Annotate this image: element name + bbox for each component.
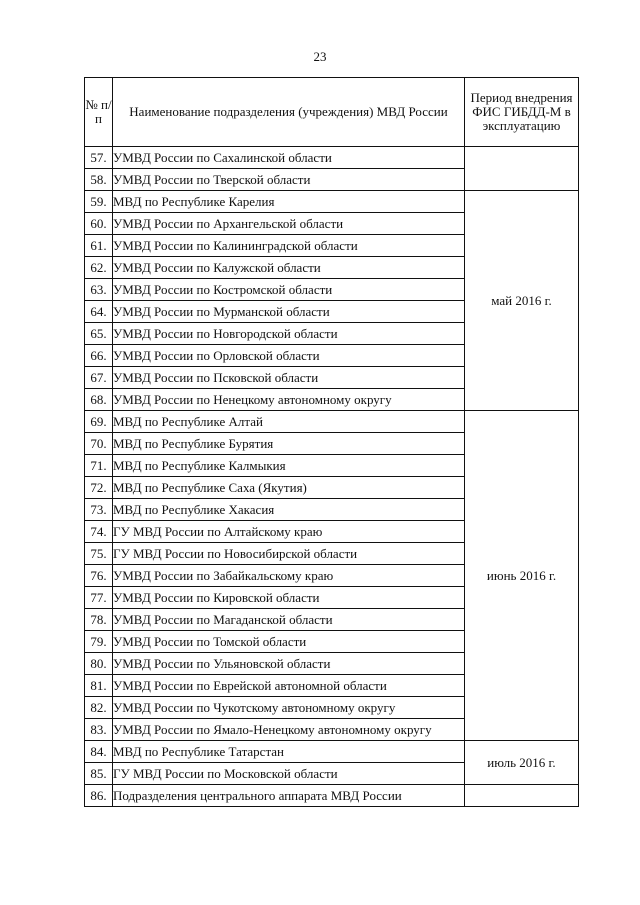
row-number: 64. <box>85 301 113 323</box>
row-number: 58. <box>85 169 113 191</box>
unit-name: УМВД России по Магаданской области <box>113 609 465 631</box>
table-row <box>85 411 579 433</box>
row-number: 63. <box>85 279 113 301</box>
unit-name: УМВД России по Калининградской области <box>113 235 465 257</box>
table-row <box>85 741 579 763</box>
row-number: 67. <box>85 367 113 389</box>
period-cell: июнь 2016 г. <box>465 411 579 741</box>
period-cell: июль 2016 г. <box>465 741 579 785</box>
period-cell <box>465 147 579 191</box>
unit-name: МВД по Республике Калмыкия <box>113 455 465 477</box>
unit-name: УМВД России по Кировской области <box>113 587 465 609</box>
table-body <box>85 147 579 807</box>
unit-name: МВД по Республике Карелия <box>113 191 465 213</box>
unit-name: ГУ МВД России по Новосибирской области <box>113 543 465 565</box>
row-number: 75. <box>85 543 113 565</box>
table-header-row <box>85 78 579 147</box>
row-number: 71. <box>85 455 113 477</box>
row-number: 81. <box>85 675 113 697</box>
row-number: 68. <box>85 389 113 411</box>
table-row <box>85 785 579 807</box>
row-number: 72. <box>85 477 113 499</box>
unit-name: УМВД России по Ульяновской области <box>113 653 465 675</box>
unit-name: ГУ МВД России по Московской области <box>113 763 465 785</box>
unit-name: УМВД России по Мурманской области <box>113 301 465 323</box>
unit-name: МВД по Республике Бурятия <box>113 433 465 455</box>
unit-name: МВД по Республике Хакасия <box>113 499 465 521</box>
row-number: 78. <box>85 609 113 631</box>
unit-name: УМВД России по Новгородской области <box>113 323 465 345</box>
row-number: 62. <box>85 257 113 279</box>
row-number: 80. <box>85 653 113 675</box>
unit-name: ГУ МВД России по Алтайскому краю <box>113 521 465 543</box>
row-number: 57. <box>85 147 113 169</box>
unit-name: МВД по Республике Саха (Якутия) <box>113 477 465 499</box>
row-number: 73. <box>85 499 113 521</box>
row-number: 84. <box>85 741 113 763</box>
unit-name: УМВД России по Ямало-Ненецкому автономному округу <box>113 719 465 741</box>
unit-name: Подразделения центрального аппарата МВД России <box>113 785 465 807</box>
unit-name: УМВД России по Калужской области <box>113 257 465 279</box>
unit-name: МВД по Республике Татарстан <box>113 741 465 763</box>
row-number: 86. <box>85 785 113 807</box>
page-number: 23 <box>313 49 327 64</box>
header-period: Период внедрения ФИС ГИБДД-М в эксплуатацию <box>465 78 579 147</box>
unit-name: УМВД России по Псковской области <box>113 367 465 389</box>
table-row <box>85 147 579 169</box>
table-row <box>85 191 579 213</box>
row-number: 82. <box>85 697 113 719</box>
unit-name: УМВД России по Сахалинской области <box>113 147 465 169</box>
row-number: 85. <box>85 763 113 785</box>
row-number: 74. <box>85 521 113 543</box>
unit-name: МВД по Республике Алтай <box>113 411 465 433</box>
unit-name: УМВД России по Забайкальскому краю <box>113 565 465 587</box>
unit-name: УМВД России по Архангельской области <box>113 213 465 235</box>
row-number: 76. <box>85 565 113 587</box>
implementation-schedule-table <box>84 77 579 807</box>
row-number: 77. <box>85 587 113 609</box>
row-number: 79. <box>85 631 113 653</box>
unit-name: УМВД России по Чукотскому автономному округу <box>113 697 465 719</box>
row-number: 61. <box>85 235 113 257</box>
unit-name: УМВД России по Тверской области <box>113 169 465 191</box>
header-name: Наименование подразделения (учреждения) МВД России <box>113 78 465 147</box>
unit-name: УМВД России по Еврейской автономной области <box>113 675 465 697</box>
row-number: 69. <box>85 411 113 433</box>
unit-name: УМВД России по Костромской области <box>113 279 465 301</box>
period-cell <box>465 785 579 807</box>
row-number: 70. <box>85 433 113 455</box>
header-number: № п/п <box>85 78 113 147</box>
unit-name: УМВД России по Томской области <box>113 631 465 653</box>
row-number: 83. <box>85 719 113 741</box>
row-number: 60. <box>85 213 113 235</box>
row-number: 65. <box>85 323 113 345</box>
unit-name: УМВД России по Орловской области <box>113 345 465 367</box>
row-number: 66. <box>85 345 113 367</box>
row-number: 59. <box>85 191 113 213</box>
unit-name: УМВД России по Ненецкому автономному округу <box>113 389 465 411</box>
period-cell: май 2016 г. <box>465 191 579 411</box>
